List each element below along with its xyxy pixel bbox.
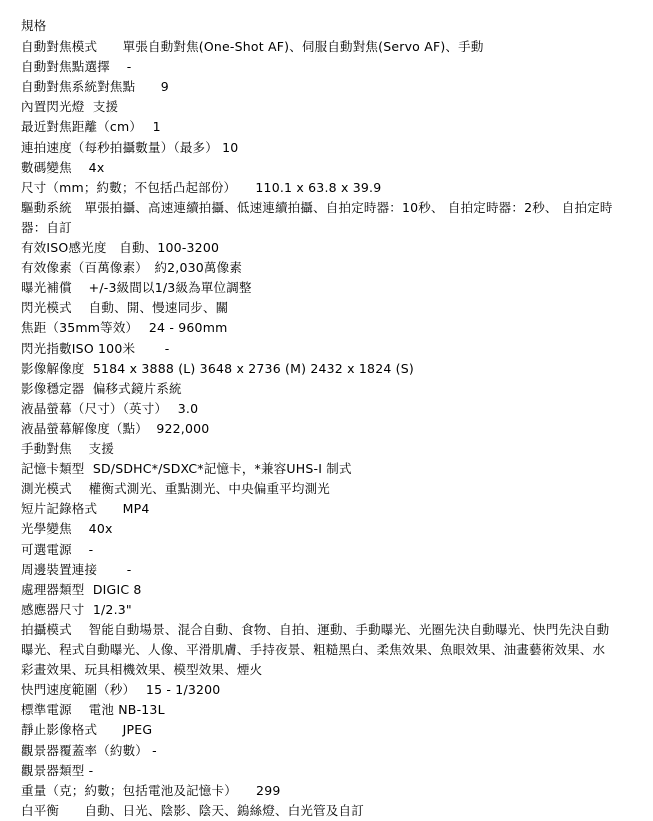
spec-line: 器：自訂 (21, 219, 72, 235)
spec-line: 最近對焦距離（cm） 1 (21, 119, 161, 135)
spec-line: 記憶卡類型 SD/SDHC*/SDXC*記憶卡，*兼容UHS-I 制式 (21, 461, 352, 477)
spec-line: 驅動系統 單張拍攝、高速連續拍攝、低速連續拍攝、自拍定時器：10秒、 自拍定時器：2秒、 自拍定時 (21, 199, 613, 215)
spec-line: 有效像素（百萬像素） 約2,030萬像素 (21, 260, 243, 276)
spec-line: 連拍速度（每秒拍攝數量）（最多） 10 (21, 139, 239, 155)
spec-line: 白平衡 自動、日光、陰影、陰天、鎢絲燈、白光管及自訂 (21, 802, 364, 818)
spec-line: 影像解像度 5184 x 3888 (L) 3648 x 2736 (M) 2432 x 1824 (S) (21, 360, 414, 376)
spec-line: 影像穩定器 偏移式鏡片系統 (21, 380, 182, 396)
spec-line: 彩畫效果、玩具相機效果、模型效果、煙火 (21, 662, 263, 678)
spec-title: 規格 (21, 18, 47, 33)
spec-line: 測光模式 權衡式測光、重點測光、中央偏重平均測光 (21, 481, 330, 497)
spec-line: 曝光、程式自動曝光、人像、平滑肌膚、手持夜景、粗糙黑白、柔焦效果、魚眼效果、油畫藝術效果、水 (21, 642, 606, 657)
spec-line: 快門速度範圍（秒） 15 - 1/3200 (21, 682, 221, 698)
spec-line: 可選電源 - (21, 541, 94, 557)
spec-line: 內置閃光燈 支援 (21, 99, 119, 115)
spec-line: 焦距（35mm等效） 24 - 960mm (21, 320, 228, 336)
spec-line: 感應器尺寸 1/2.3" (21, 601, 132, 617)
spec-line: 自動對焦系統對焦點 9 (21, 79, 169, 95)
spec-line: 液晶螢幕（尺寸）（英寸） 3.0 (21, 400, 199, 416)
spec-line: 自動對焦點選擇 - (21, 59, 132, 75)
spec-line: 觀景器覆蓋率（約數） - (21, 742, 157, 758)
spec-line: 處理器類型 DIGIC 8 (21, 581, 142, 597)
spec-line: 曝光補償 +/-3級間以1/3級為單位調整 (21, 280, 252, 296)
spec-line: 有效ISO感光度 自動、100-3200 (21, 240, 220, 255)
spec-line: 拍攝模式 智能自動場景、混合自動、食物、自拍、運動、手動曝光、光圈先決自動曝光、快門先決自動 (21, 621, 610, 637)
spec-line: 光學變焦 40x (21, 521, 113, 537)
spec-line: 觀景器類型 - (21, 762, 94, 778)
spec-line: 自動對焦模式 單張自動對焦(One-Shot AF)、伺服自動對焦(Servo AF)、手動 (21, 39, 484, 54)
spec-line: 閃光指數ISO 100米 - (21, 340, 170, 356)
spec-line: 靜止影像格式 JPEG (21, 722, 153, 738)
spec-line: 周邊裝置連接 - (21, 561, 132, 577)
spec-line: 標準電源 電池 NB-13L (21, 702, 165, 718)
spec-line: 液晶螢幕解像度（點） 922,000 (21, 420, 210, 436)
spec-line: 數碼變焦 4x (21, 159, 105, 175)
spec-line: 尺寸（mm；約數；不包括凸起部份） 110.1 x 63.8 x 39.9 (21, 179, 382, 195)
spec-line: 手動對焦 支援 (21, 441, 115, 456)
spec-line: 閃光模式 自動、開、慢速同步、關 (21, 300, 229, 316)
spec-line: 重量（克；約數；包括電池及記憶卡） 299 (21, 782, 281, 798)
spec-line: 短片記錄格式 MP4 (21, 501, 150, 517)
